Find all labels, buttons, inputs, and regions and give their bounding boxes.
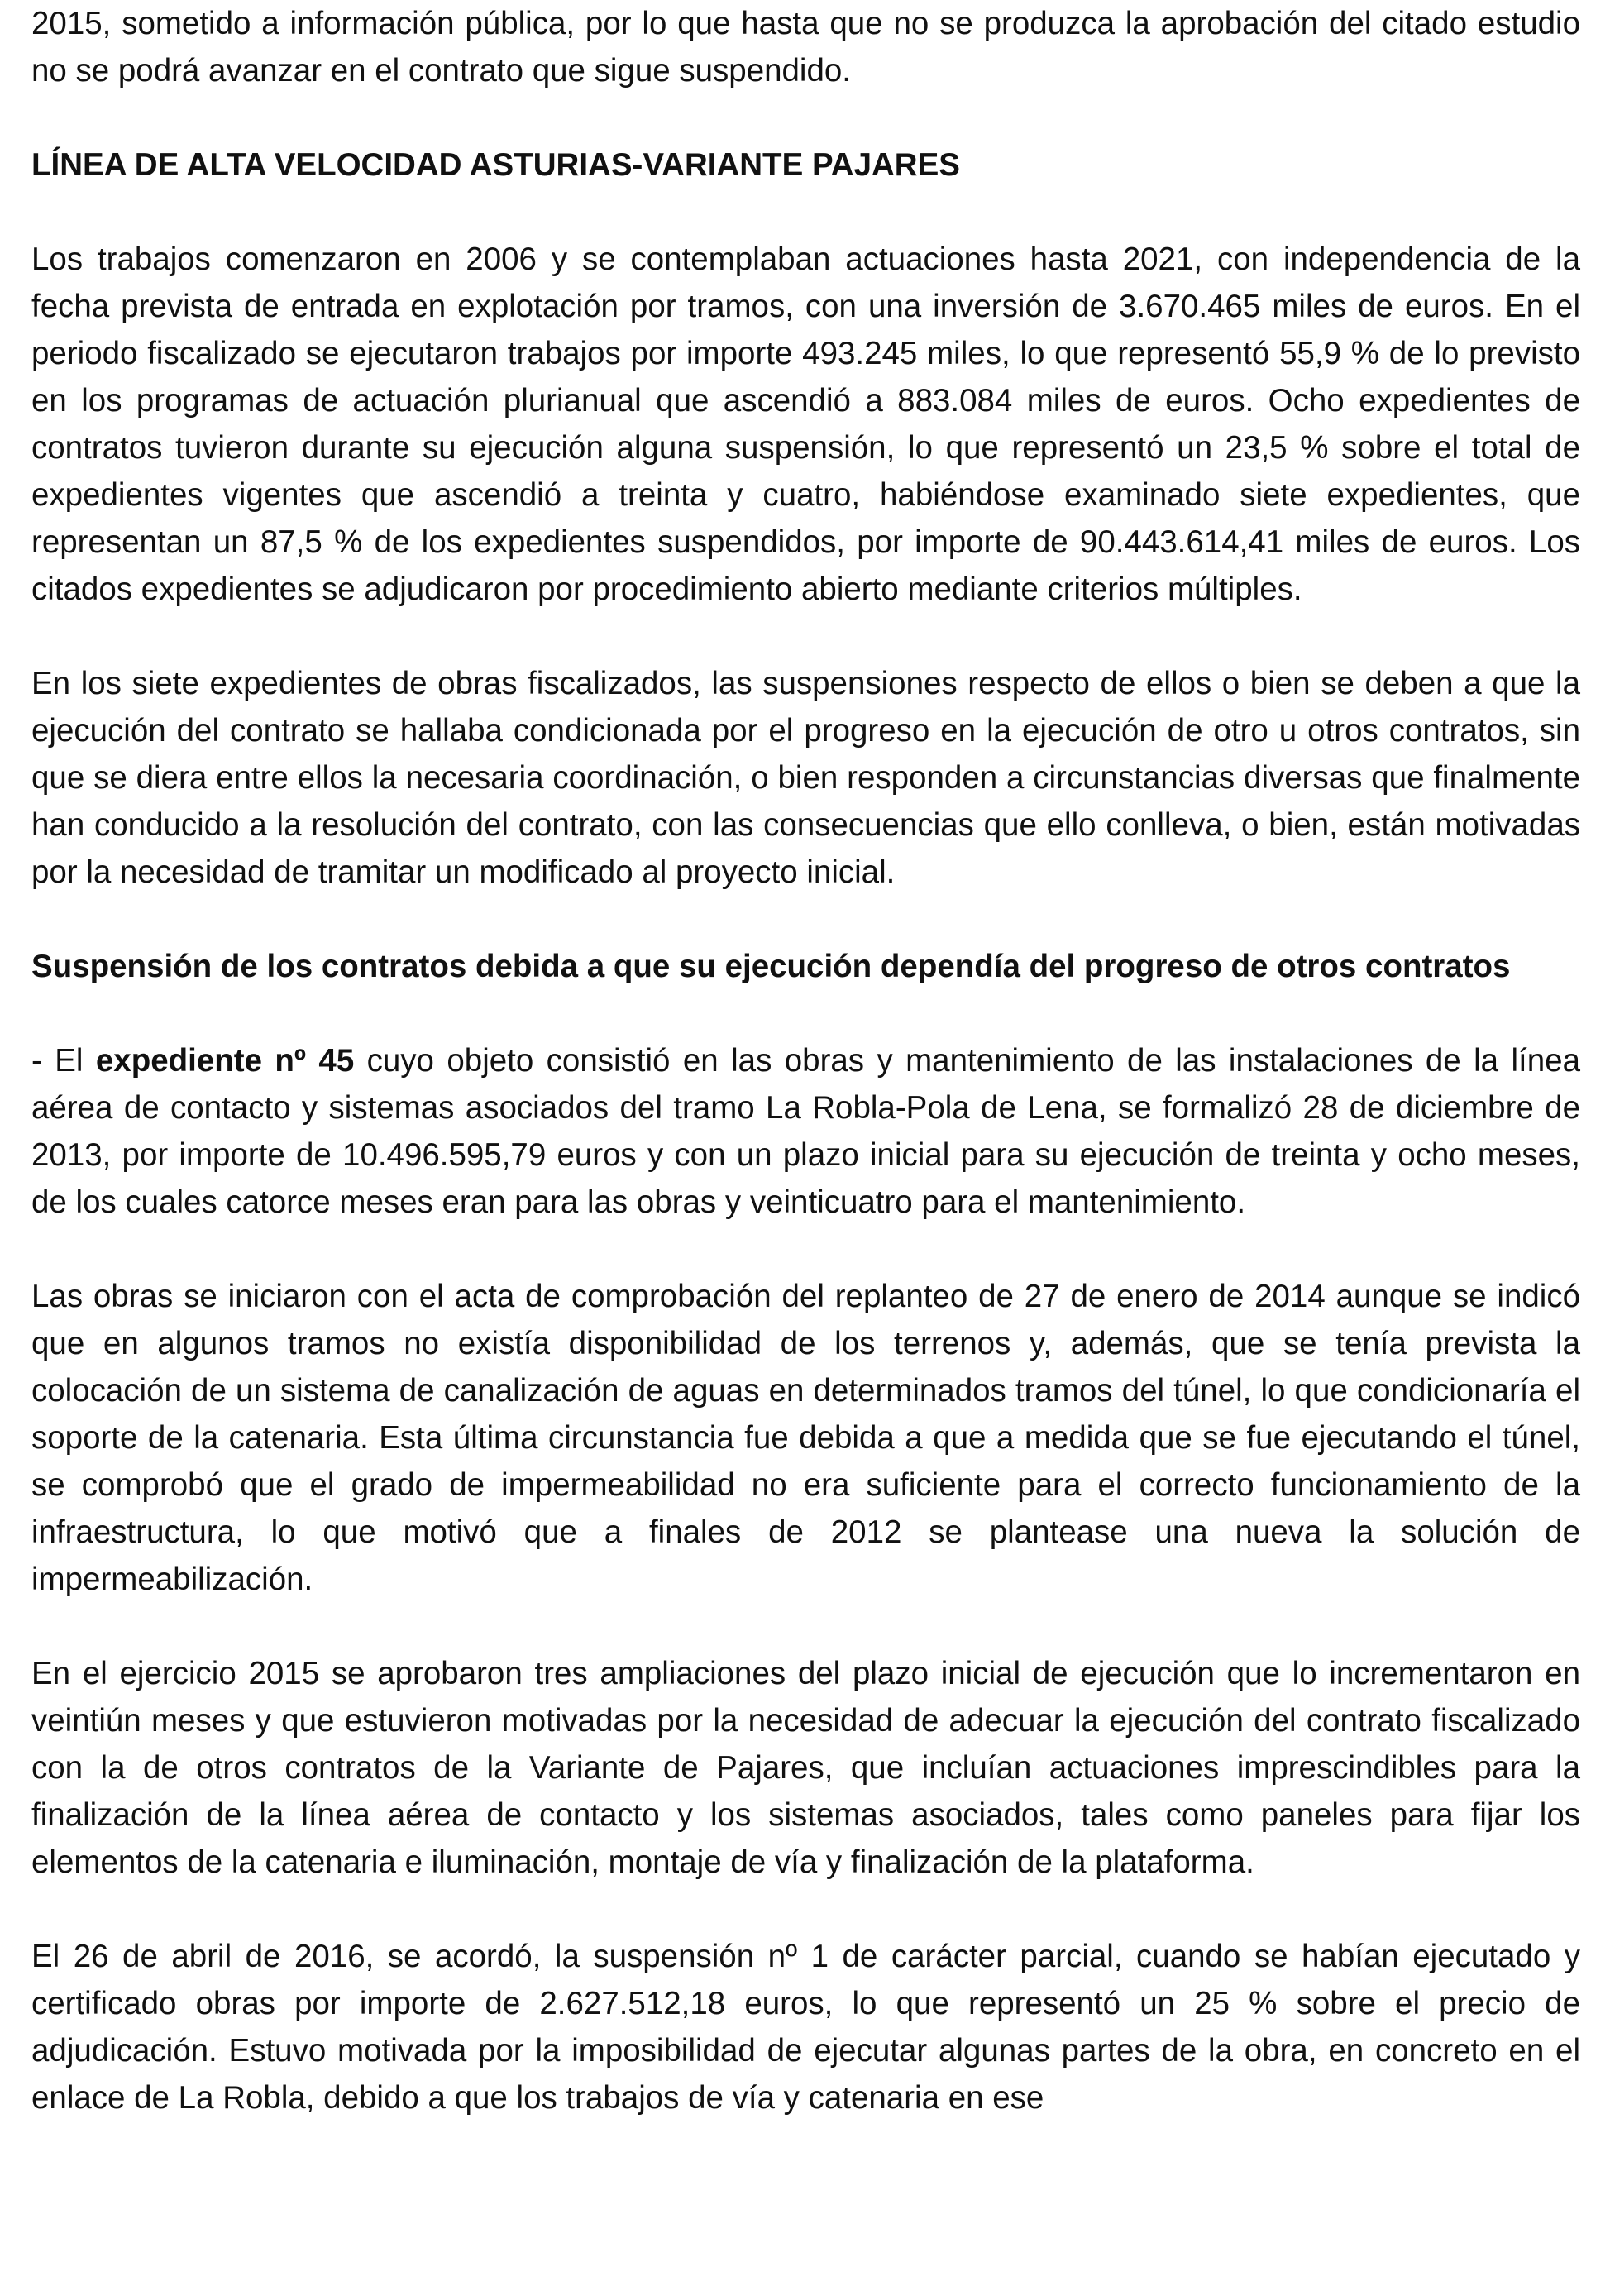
paragraph-inicio-obras: Las obras se iniciaron con el acta de comprobación del replanteo de 27 de enero de 2014 aunque se indicó que en algunos tramos no existía disponibilidad de los terrenos y, además, que se tenía prevista la colocación de un sistema de canalización de aguas en determinados tramos del túnel, lo que condicionaría el soporte de la catenaria. Esta última circunstancia fue debida a que a medida que se fue ejecutando el túnel, se comprobó que el grado de impermeabilidad no era suficiente para el correcto funcionamiento de la infraestructura, lo que motivó que a finales de 2012 se plantease una nueva la solución de impermeabilización. xyxy=(31,1279,1580,1597)
section-heading-linea-alta-velocidad: LÍNEA DE ALTA VELOCIDAD ASTURIAS-VARIANTE PAJARES xyxy=(31,147,960,183)
document-page xyxy=(31,0,1580,2121)
expediente-prefix: - El xyxy=(31,1043,96,1079)
paragraph-siete-expedientes: En los siete expedientes de obras fiscalizados, las suspensiones respecto de ellos o bien se deben a que la ejecución del contrato se hallaba condicionada por el progreso en la ejecución de otro u otros contratos, sin que se diera entre ellos la necesaria coordinación, o bien responden a circunstancias diversas que finalmente han conducido a la resolución del contrato, con las consecuencias que ello conlleva, o bien, están motivadas por la necesidad de tramitar un modificado al proyecto inicial. xyxy=(31,666,1580,890)
paragraph-ejercicio-2015: En el ejercicio 2015 se aprobaron tres ampliaciones del plazo inicial de ejecución que lo incrementaron en veintiún meses y que estuvieron motivadas por la necesidad de adecuar la ejecución del contrato fiscalizado con la de otros contratos de la Variante de Pajares, que incluían actuaciones imprescindibles para la finalización de la línea aérea de contacto y los sistemas asociados, tales como paneles para fijar los elementos de la catenaria e iluminación, montaje de vía y finalización de la plataforma. xyxy=(31,1656,1580,1880)
section-heading-suspension: Suspensión de los contratos debida a que su ejecución dependía del progreso de otros contratos xyxy=(31,949,1511,984)
paragraph-expediente-45 xyxy=(31,1037,1580,1226)
paragraph-trabajos: Los trabajos comenzaron en 2006 y se contemplaban actuaciones hasta 2021, con independencia de la fecha prevista de entrada en explotación por tramos, con una inversión de 3.670.465 miles de euros. En el periodo fiscalizado se ejecutaron trabajos por importe 493.245 miles, lo que representó 55,9 % de lo previsto en los programas de actuación plurianual que ascendió a 883.084 miles de euros. Ocho expedientes de contratos tuvieron durante su ejecución alguna suspensión, lo que representó un 23,5 % sobre el total de expedientes vigentes que ascendió a treinta y cuatro, habiéndose examinado siete expedientes, que representan un 87,5 % de los expedientes suspendidos, por importe de 90.443.614,41 miles de euros. Los citados expedientes se adjudicaron por procedimiento abierto mediante criterios múltiples. xyxy=(31,242,1580,607)
expediente-number: expediente nº 45 xyxy=(95,1043,355,1079)
paragraph-intro: 2015, sometido a información pública, por lo que hasta que no se produzca la aprobación del citado estudio no se podrá avanzar en el contrato que sigue suspendido. xyxy=(31,6,1580,88)
paragraph-suspension-abril-2016: El 26 de abril de 2016, se acordó, la suspensión nº 1 de carácter parcial, cuando se habían ejecutado y certificado obras por importe de 2.627.512,18 euros, lo que representó un 25 % sobre el precio de adjudicación. Estuvo motivada por la imposibilidad de ejecutar algunas partes de la obra, en concreto en el enlace de La Robla, debido a que los trabajos de vía y catenaria en ese xyxy=(31,1939,1580,2116)
expediente-description: cuyo objeto consistió en las obras y mantenimiento de las instalaciones de la línea aérea de contacto y sistemas asociados del tramo La Robla-Pola de Lena, se formalizó 28 de diciembre de 2013, por importe de 10.496.595,79 euros y con un plazo inicial para su ejecución de treinta y ocho meses, de los cuales catorce meses eran para las obras y veinticuatro para el mantenimiento. xyxy=(31,1043,1580,1220)
